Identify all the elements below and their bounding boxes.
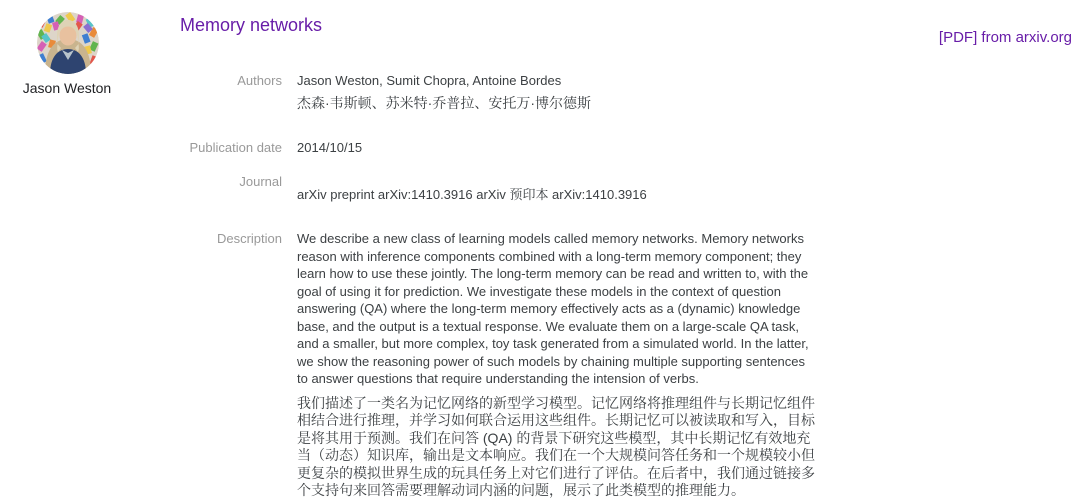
publication-date-value: 2014/10/15 (297, 140, 363, 155)
field-row-publication-date (180, 139, 1065, 157)
description-value (297, 230, 817, 500)
journal-label: Journal (239, 173, 282, 189)
journal-value: arXiv preprint arXiv:1410.3916 arXiv 预印本 arXiv:1410.3916 (297, 186, 647, 202)
field-row-authors (180, 72, 1065, 112)
paper-title-link[interactable]: Memory networks (180, 15, 323, 35)
authors-value-zh: 杰森·韦斯顿、苏米特·乔普拉、安托万·博尔德斯 (297, 94, 591, 111)
author-avatar-image (37, 12, 99, 74)
pdf-link[interactable]: [PDF] from arxiv.org (938, 29, 1072, 46)
title-row (180, 0, 1072, 46)
publication-date-label: Publication date (189, 140, 282, 155)
authors-label: Authors (237, 73, 282, 88)
author-name[interactable]: Jason Weston (22, 80, 112, 96)
citation-detail (180, 0, 1072, 500)
description-value-en: We describe a new class of learning models called memory networks. Memory networks reason with inference components combined with a long-term memory component; they learn how to use these jointly. The long-term memory can be read and written to, with the goal of using it for prediction. We investigate these models in the context of question answering (QA) where the long-term memory effectively acts as a (dynamic) knowledge base, and the output is a textual response. We evaluate them on a large-scale QA task, and a smaller, but more complex, toy task generated from a simulated world. In the latter, we show the reasoning power of such models by chaining multiple supporting sentences to answer questions that require understanding the intension of verbs. (297, 231, 809, 386)
field-rows (180, 72, 1065, 500)
field-row-journal (180, 173, 1065, 204)
authors-value (297, 72, 817, 112)
description-label: Description (216, 231, 282, 246)
authors-value-en: Jason Weston, Sumit Chopra, Antoine Bordes (297, 73, 562, 88)
field-row-description (180, 230, 1065, 500)
author-avatar[interactable] (37, 12, 99, 74)
description-value-zh: 我们描述了一类名为记忆网络的新型学习模型。记忆网络将推理组件与长期记忆组件相结合进行推理，并学习如何联合运用这些组件。长期记忆可以被读取和写入，目标是将其用于预测。我们在问答 (QA) 的背景下研究这些模型，其中长期记忆有效地充当（动态）知识库，输出是文本响应。我们在一个大规模问答任务和一个规模较小但更复杂的模拟世界生成的玩具任务上对它们进行了评估。在后者中，我们通过链接多个支持句来回答需要理解动词内涵的问题，展示了此类模型的推理能力。 (297, 394, 815, 498)
